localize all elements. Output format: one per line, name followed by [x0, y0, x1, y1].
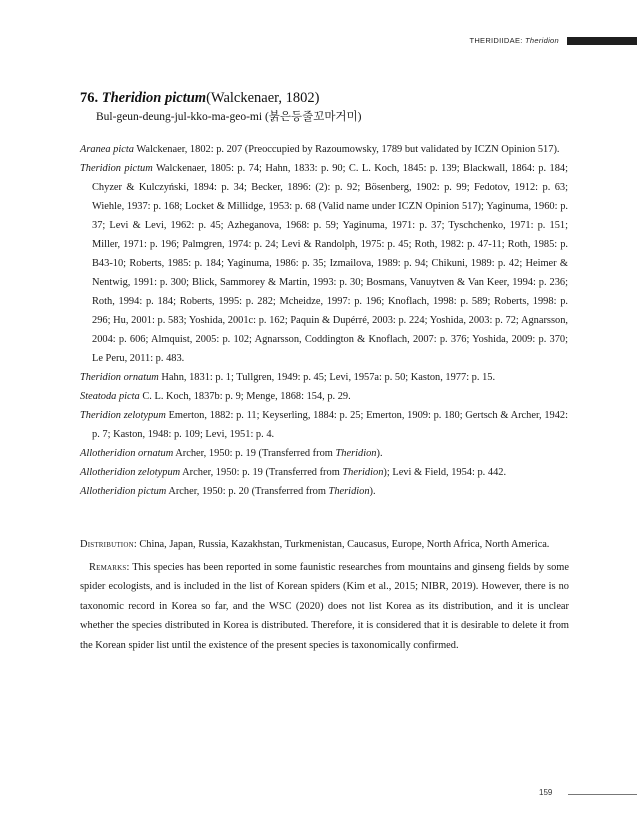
- distribution-label: Distribution: [80, 539, 134, 550]
- species-name: Theridion pictum: [101, 90, 207, 106]
- page-number: 159: [539, 788, 553, 797]
- synonym-list: [80, 140, 568, 501]
- species-title: [80, 90, 319, 107]
- synonym-entry: Allotheridion zelotypum Archer, 1950: p. 19 (Transferred from Theridion); Levi & Field, 1954: p. 442.: [80, 467, 507, 478]
- synonym-entry: Steatoda picta C. L. Koch, 1837b: p. 9; Menge, 1868: 154, p. 29.: [80, 391, 351, 402]
- synonym-name: Allotheridion ornatum: [80, 448, 174, 459]
- body-text: [80, 535, 569, 655]
- header-bar: [567, 37, 637, 45]
- distribution-paragraph: Distribution: China, Japan, Russia, Kazakhstan, Turkmenistan, Caucasus, Europe, North Africa, North America.: [80, 539, 550, 550]
- synonym-name: Aranea picta: [80, 144, 134, 155]
- species-number: 76.: [80, 90, 99, 106]
- synonym-name: Steatoda picta: [80, 391, 140, 402]
- synonym-entry: Theridion ornatum Hahn, 1831: p. 1; Tullgren, 1949: p. 45; Levi, 1957a: p. 50; Kaston, 1977: p. 15.: [80, 372, 496, 383]
- synonym-name: Theridion ornatum: [80, 372, 159, 383]
- remarks-label: Remarks: [89, 561, 127, 573]
- running-header: [0, 34, 637, 48]
- synonym-entry: Allotheridion pictum Archer, 1950: p. 20 (Transferred from Theridion).: [80, 486, 376, 497]
- remarks-paragraph: Remarks: This species has been reported in some faunistic researches from mountains and ginseng fields by some spider ecologists, and is included in the list of Korean spiders (Kim et al., 2015; NIBR, 2019). However, there is no taxonomic record in Korea so far, and the WSC (2020) does not list Korea as its distribution, and it is unclear whether the species distributed in Korea is distributed. Therefore, it is considered that it is desirable to delete it from the Korean spider list until the existence of the present species is taxonomically confirmed.: [80, 561, 569, 651]
- page-footer: [0, 787, 637, 801]
- synonym-name: Allotheridion pictum: [80, 486, 167, 497]
- species-author: (Walckenaer, 1802): [206, 90, 320, 106]
- synonym-name: Theridion pictum: [80, 163, 153, 174]
- korean-name: Bul-geun-deung-jul-kko-ma-geo-mi (붉은등줄꼬마거미): [96, 111, 362, 123]
- synonym-entry: Theridion zelotypum Emerton, 1882: p. 11; Keyserling, 1884: p. 25; Emerton, 1909: p. 180; Gertsch & Archer, 1942: p. 7; Kaston, 1948: p. 109; Levi, 1951: p. 4.: [80, 410, 569, 440]
- running-header-text: [469, 36, 559, 45]
- header-genus: Theridion: [525, 36, 559, 45]
- footer-rule: [568, 794, 637, 795]
- synonym-entry: Theridion pictum Walckenaer, 1805: p. 74; Hahn, 1833: p. 90; C. L. Koch, 1845: p. 139; Blackwall, 1864: p. 184; Chyzer & Kulczyński, 1894: p. 34; Becker, 1896: (2): p. 92; Bösenberg, 1902: p. 99; Fedotov, 1912: p. 63; Wiehle, 1937: p. 168; Locket & Millidge, 1953: p. 68 (Valid name under ICZN Opinion 517); Yaginuma, 1960: p. 37; Levi & Levi, 1962: p. 45; Azheganova, 1968: p. 59; Yaginuma, 1971: p. 37; Tyschchenko, 1971: p. 151; Miller, 1971: p. 196; Palmgren, 1974: p. 24; Levi & Randolph, 1975: p. 45; Roth, 1982: p. 47-11; Roth, 1985: p. B43-10; Roberts, 1985: p. 184; Yaginuma, 1986: p. 35; Izmailova, 1989: p. 94; Chikuni, 1989: p. 42; Heimer & Nentwig, 1991: p. 300; Blick, Sammorey & Martin, 1993: p. 30; Bosmans, Vanuytven & Van Keer, 1994: p. 236; Roth, 1994: p. 184; Roberts, 1995: p. 282; Mcheidze, 1997: p. 196; Knoflach, 1998: p. 589; Roberts, 1998: p. 296; Hu, 2001: p. 583; Yoshida, 2001c: p. 162; Paquin & Dupérré, 2003: p. 224; Yoshida, 2003: p. 72; Agnarsson, 2004: p. 606; Almquist, 2005: p. 102; Agnarsson, Coddington & Knoflach, 2007: p. 376; Yoshida, 2009: p. 370; Le Peru, 2011: p. 483.: [80, 163, 568, 364]
- header-family: THERIDIIDAE:: [469, 36, 523, 45]
- synonym-name: Allotheridion zelotypum: [80, 467, 181, 478]
- synonym-entry: Aranea picta Walckenaer, 1802: p. 207 (Preoccupied by Razoumowsky, 1789 but validated by ICZN Opinion 517).: [80, 144, 560, 155]
- synonym-name: Theridion zelotypum: [80, 410, 166, 421]
- synonym-entry: Allotheridion ornatum Archer, 1950: p. 19 (Transferred from Theridion).: [80, 448, 383, 459]
